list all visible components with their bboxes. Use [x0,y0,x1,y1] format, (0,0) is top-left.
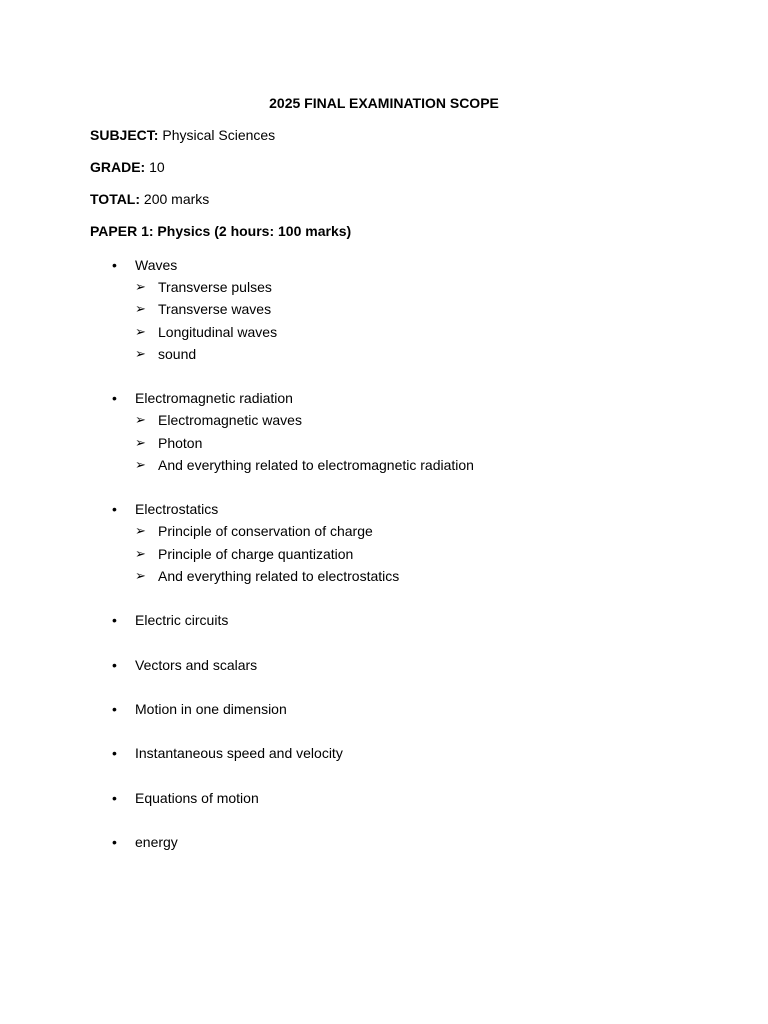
arrow-bullet-icon: ➢ [135,279,146,295]
topic-label: Motion in one dimension [135,701,287,717]
subtopic-label: Principle of conservation of charge [158,523,373,540]
document-title: 2025 FINAL EXAMINATION SCOPE [269,95,499,111]
subtopic-label: Transverse waves [158,301,272,318]
topic-label: Electrostatics [135,501,219,518]
subtopic-label: Principle of charge quantization [158,545,354,562]
topic-label: Electromagnetic radiation [135,390,293,407]
arrow-bullet-icon: ➢ [135,545,146,561]
arrow-bullet-icon: ➢ [135,523,146,539]
subject-line [90,126,275,144]
grade-line [90,158,165,176]
total-label: TOTAL: [90,191,141,207]
subtopic-label: Longitudinal waves [158,323,278,340]
topic-label: Electric circuits [135,612,229,629]
paper-heading: PAPER 1: Physics (2 hours: 100 marks) [90,223,352,239]
subtopic-label: Electromagnetic waves [158,412,302,429]
subject-label: SUBJECT: [90,127,159,143]
grade-label: GRADE: [90,159,146,175]
arrow-bullet-icon: ➢ [135,301,146,317]
subtopic-label: sound [158,345,197,362]
bullet-icon: • [112,789,117,806]
bullet-icon: • [112,390,117,407]
subtopic-label: Transverse pulses [158,279,272,296]
subject-value: Physical Sciences [162,127,276,143]
arrow-bullet-icon: ➢ [135,345,146,361]
subtopic-label: And everything related to electrostatics [158,567,400,584]
total-value: 200 marks [143,191,210,207]
arrow-bullet-icon: ➢ [135,456,146,472]
subtopic-label: Photon [158,434,203,451]
grade-value: 10 [149,159,165,175]
total-line [90,190,209,208]
arrow-bullet-icon: ➢ [135,323,146,339]
topic-label: energy [135,834,178,851]
bullet-icon: • [112,612,117,629]
bullet-icon: • [112,834,117,851]
arrow-bullet-icon: ➢ [135,412,146,428]
bullet-icon: • [112,701,117,717]
topic-label: Vectors and scalars [135,656,258,673]
arrow-bullet-icon: ➢ [135,434,146,450]
bullet-icon: • [112,257,117,273]
topic-label: Waves [135,257,178,273]
bullet-icon: • [112,501,117,518]
arrow-bullet-icon: ➢ [135,567,146,583]
subtopic-label: And everything related to electromagnetic radiation [158,456,474,473]
topic-label: Equations of motion [135,789,259,806]
bullet-icon: • [112,656,117,673]
topic-label: Instantaneous speed and velocity [135,745,343,762]
bullet-icon: • [112,745,117,762]
